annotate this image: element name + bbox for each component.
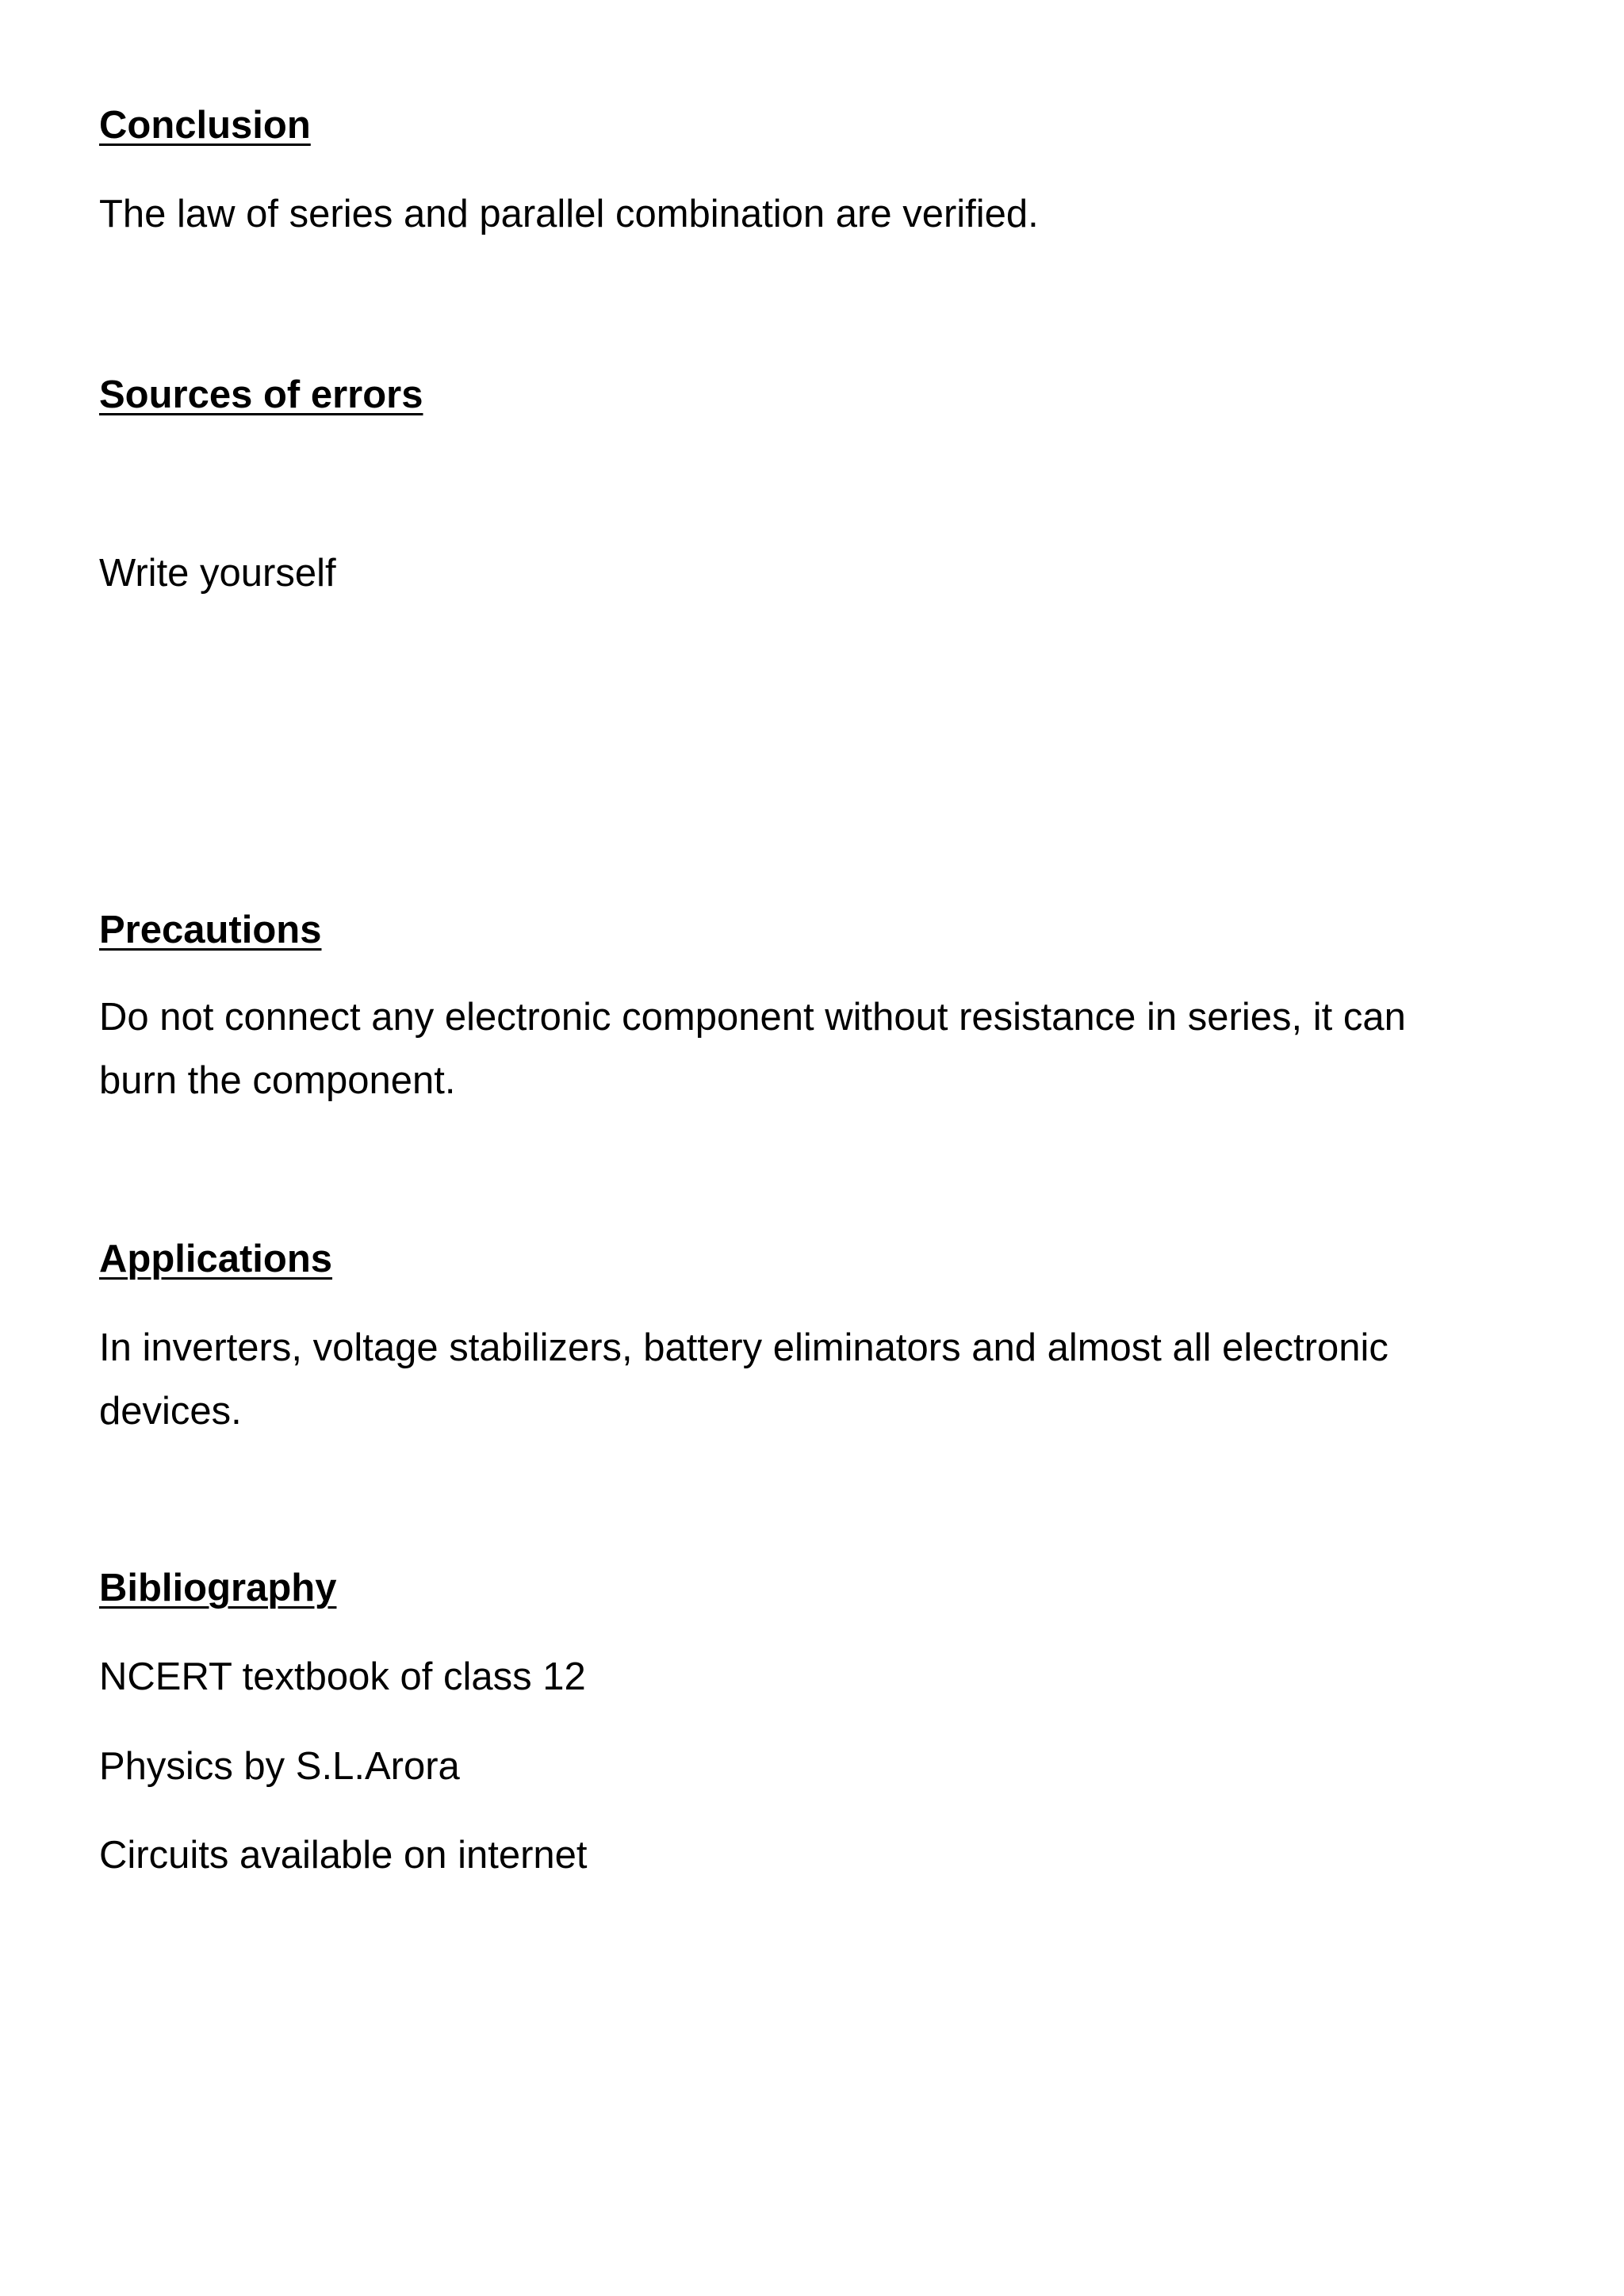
conclusion-text: The law of series and parallel combination are verified. [99, 193, 1039, 235]
bibliography-item: Physics by S.L.Arora [99, 1745, 460, 1788]
conclusion-heading: Conclusion [99, 104, 311, 147]
applications-text-line-1: In inverters, voltage stabilizers, battery eliminators and almost all electronic [99, 1326, 1388, 1369]
sources-of-errors-heading: Sources of errors [99, 373, 423, 416]
sources-of-errors-text: Write yourself [99, 552, 336, 595]
applications-heading: Applications [99, 1238, 333, 1280]
precautions-text-line-2: burn the component. [99, 1059, 456, 1102]
bibliography-item: NCERT textbook of class 12 [99, 1655, 586, 1698]
applications-text-line-2: devices. [99, 1390, 242, 1433]
bibliography-item: Circuits available on internet [99, 1834, 588, 1877]
bibliography-heading: Bibliography [99, 1567, 337, 1609]
precautions-text-line-1: Do not connect any electronic component without resistance in series, it can [99, 996, 1406, 1039]
precautions-heading: Precautions [99, 909, 322, 951]
